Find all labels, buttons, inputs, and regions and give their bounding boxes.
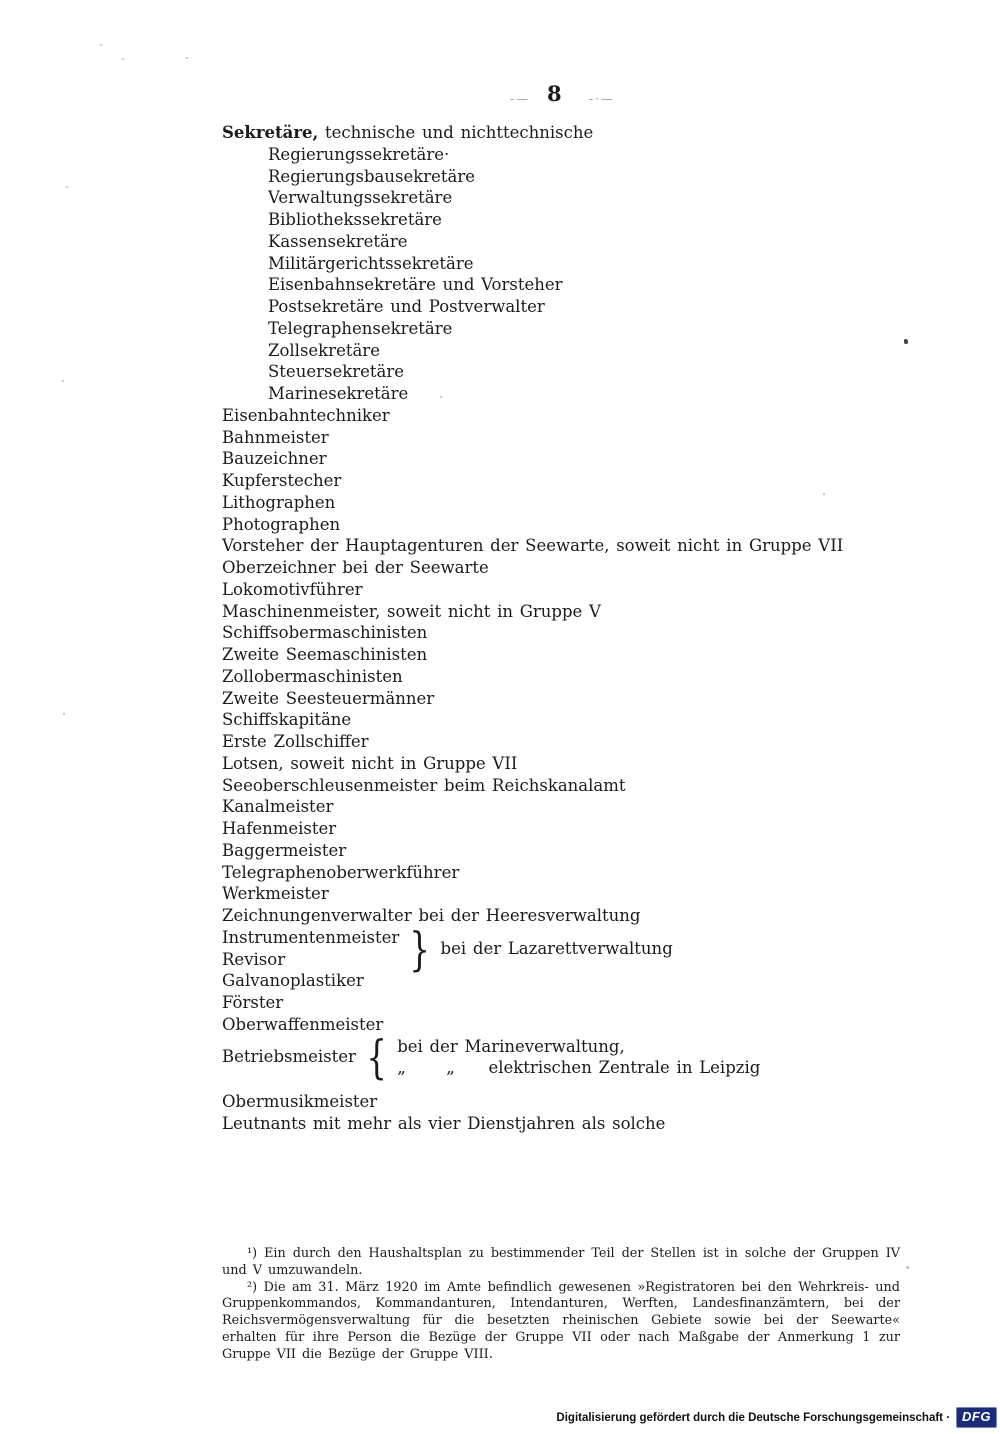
list-item: Baggermeister (222, 840, 347, 860)
brace-annotation: bei der Lazarettverwaltung (440, 938, 673, 958)
list-item: Kanalmeister (222, 797, 334, 817)
brace-left-column (222, 927, 399, 971)
list-item: Schiffsobermaschinisten (222, 623, 428, 643)
scan-artifact (823, 493, 825, 495)
heading-rest: technische und nichttechnische (318, 123, 594, 142)
list-item: Vorsteher der Hauptagenturen der Seewarte, soweit nicht in Gruppe VII (222, 536, 844, 556)
page-number: 8 (547, 81, 563, 106)
list-item: Telegraphenoberwerkführer (222, 862, 460, 882)
list-item: Zollsekretäre (268, 340, 380, 360)
list-item: Galvanoplastiker (222, 971, 364, 991)
heading-bold: Sekretäre, (222, 123, 319, 142)
list-item: Eisenbahntechniker (222, 405, 390, 425)
scan-artifact (904, 339, 908, 344)
scan-artifact (63, 713, 65, 715)
footnote-1-text: Ein durch den Haushaltsplan zu bestimmender Teil der Stellen ist in solche der Gruppen IV und V umzuwandeln. (222, 1246, 900, 1278)
list-item: Marinesekretäre (268, 384, 409, 403)
list-item: Oberzeichner bei der Seewarte (222, 558, 489, 577)
list-item: Instrumentenmeister (222, 927, 400, 947)
list-item: Lotsen, soweit nicht in Gruppe VII (222, 753, 518, 773)
list-item: Bahnmeister (222, 427, 329, 447)
list-item: Bibliothekssekretäre (268, 210, 442, 229)
list-item: Postsekretäre und Postverwalter (268, 297, 545, 316)
list-item: Förster (222, 993, 284, 1012)
brace-lines (397, 1036, 760, 1080)
footnote-2 (222, 1280, 900, 1364)
scan-artifact (906, 1266, 909, 1269)
job-list-middle (222, 970, 922, 1035)
page-number-dash-right: -·— (589, 92, 615, 106)
scan-artifact (122, 58, 124, 60)
credit-text: Digitalisierung gefördert durch die Deutsche Forschungsgemeinschaft · (556, 1411, 951, 1424)
list-item: Regierungsbausekretäre (268, 166, 475, 186)
list-item: Zeichnungenverwalter bei der Heeresverwaltung (222, 906, 641, 925)
list-item: Eisenbahnsekretäre und Vorsteher (268, 275, 563, 295)
job-list-tail (222, 1091, 922, 1135)
list-item: Seeoberschleusenmeister beim Reichskanalamt (222, 775, 626, 795)
list-item: Telegraphensekretäre (268, 318, 453, 338)
page-number-dash-left: -— (510, 92, 531, 106)
left-brace-glyph: { (366, 1030, 387, 1085)
footnote-2-text: Die am 31. März 1920 im Amte befindlich gewesenen »Registratoren bei den Wehrkreis- und Gruppenkommandos, Kommandanturen, Intendanturen, Werften, Landesfinanzämtern, bei der Reichsvermögensverwaltung für die besetzten rheinischen Gebiete sowie bei der Seewarte« erhalten für ihre Person die Bezüge der Gruppe VII oder nach Maßgabe der Anmerkung 1 zur Gruppe VII die Bezüge der Gruppe VIII. (222, 1279, 900, 1362)
footnote-2-marker: ²) (247, 1279, 258, 1295)
list-item: Obermusikmeister (222, 1092, 378, 1111)
job-title-list (222, 122, 922, 1135)
list-item: Leutnants mit mehr als vier Dienstjahren als solche (222, 1113, 666, 1133)
list-item: Militärgerichtssekretäre (268, 253, 474, 273)
scan-artifact (62, 380, 64, 382)
digitization-credit (556, 1407, 997, 1428)
footnote-1 (222, 1246, 900, 1280)
list-item: Lokomotivführer (222, 579, 363, 599)
list-item: Erste Zollschiffer (222, 732, 369, 751)
list-item: Bauzeichner (222, 449, 327, 469)
list-item: Revisor (222, 949, 286, 969)
list-item: Verwaltungssekretäre (268, 188, 453, 208)
brace-line: bei der Marineverwaltung, (397, 1036, 625, 1056)
brace-group-lazarett (222, 921, 922, 976)
brace-group-betriebsmeister (222, 1030, 922, 1085)
list-item: Oberwaffenmeister (222, 1014, 384, 1034)
list-item: Zollobermaschinisten (222, 666, 403, 686)
list-item: Photographen (222, 514, 341, 534)
list-item: Zweite Seemaschinisten (222, 645, 428, 664)
list-item: Steuersekretäre (268, 362, 404, 382)
list-item: Zweite Seesteuermänner (222, 688, 435, 708)
list-item: Maschinenmeister, soweit nicht in Gruppe V (222, 601, 601, 621)
footnotes-section (222, 1246, 900, 1364)
dfg-logo: DFG (956, 1407, 997, 1428)
list-item: Werkmeister (222, 884, 329, 904)
list-item: Schiffskapitäne (222, 710, 352, 730)
list-item: Lithographen (222, 492, 336, 512)
section-heading (222, 122, 922, 144)
brace-label: Betriebsmeister (222, 1047, 356, 1067)
brace-line: „ „ elektrischen Zentrale in Leipzig (397, 1058, 761, 1078)
right-brace-glyph: } (409, 921, 431, 976)
list-item: Kassensekretäre (268, 231, 408, 251)
list-item: Regierungssekretäre· (268, 144, 450, 164)
footnote-1-marker: ¹) (247, 1246, 258, 1261)
list-item: Kupferstecher (222, 471, 342, 490)
scan-artifact (66, 186, 68, 188)
list-item: Hafenmeister (222, 819, 337, 838)
job-list-main (222, 144, 922, 927)
scan-artifact (186, 57, 188, 59)
scan-artifact (440, 396, 442, 398)
scan-artifact (100, 44, 102, 46)
